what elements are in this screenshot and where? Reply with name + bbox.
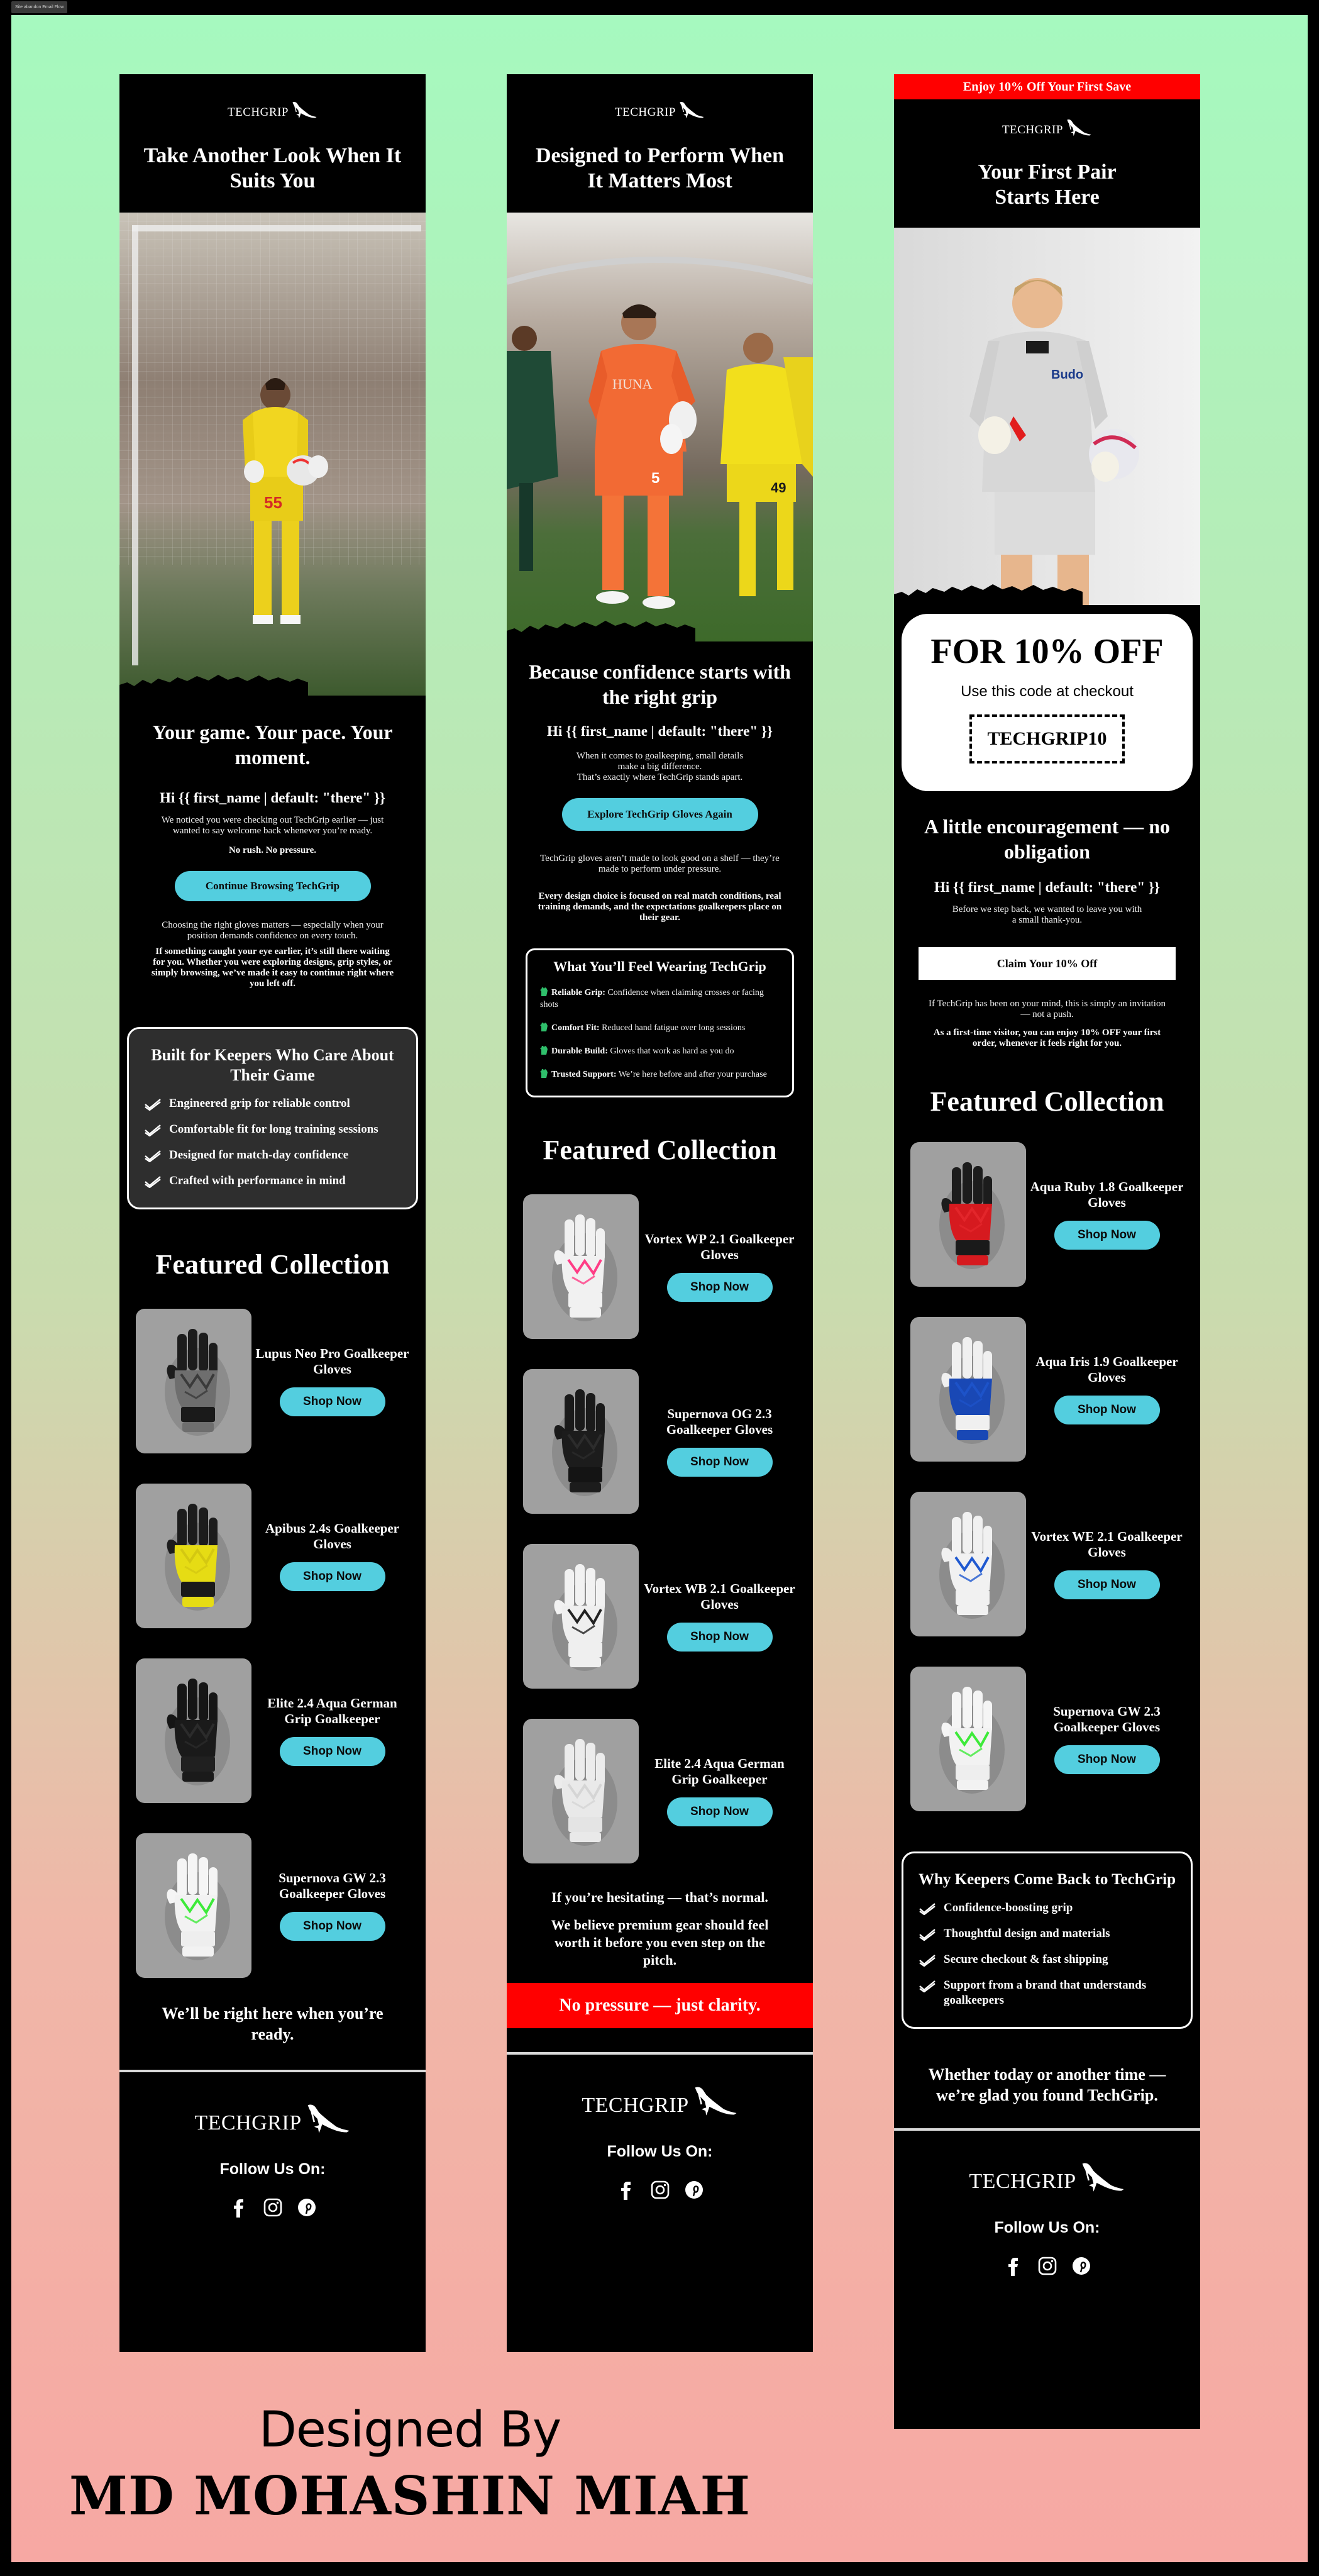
check-icon (919, 1979, 936, 1992)
product-name: Apibus 2.4s Goalkeeper Gloves (265, 1521, 399, 1552)
featured-collection-title: Featured Collection (930, 1086, 1164, 1117)
glove-image (930, 1335, 1006, 1445)
hero-title: Your First Pair Starts Here (978, 160, 1117, 209)
check-icon (144, 1123, 162, 1136)
product-image[interactable] (523, 1719, 639, 1863)
email-footer (507, 2055, 813, 2200)
product-image[interactable] (523, 1194, 639, 1339)
kangaroo-icon (290, 101, 317, 119)
instagram-icon[interactable] (263, 2197, 283, 2218)
product-image[interactable] (136, 1484, 251, 1628)
designer-name: MD MOHASHIN MIAH (69, 2465, 751, 2527)
coupon-subtitle: Use this code at checkout (961, 683, 1134, 700)
brand-logo[interactable] (894, 99, 1200, 137)
feature-item: Designed for match-day confidence (144, 1148, 401, 1163)
featured-collection-title: Featured Collection (155, 1249, 390, 1280)
product-card (894, 1667, 1200, 1811)
glove-image (543, 1387, 619, 1497)
svg-text:Budo: Budo (1051, 368, 1084, 382)
svg-text:HUNA: HUNA (612, 376, 653, 392)
svg-text:49: 49 (771, 480, 786, 496)
social-links (894, 2256, 1200, 2276)
product-name: Aqua Iris 1.9 Goalkeeper Gloves (1035, 1354, 1178, 1385)
product-info (639, 1756, 797, 1826)
product-info (251, 1870, 409, 1941)
feel-item: Reliable Grip: Confidence when claiming crosses or facing shots (540, 988, 764, 1009)
product-card (119, 1309, 426, 1453)
claim-discount-button[interactable]: Claim Your 10% Off (919, 947, 1176, 980)
shop-now-button[interactable]: Shop Now (1054, 1570, 1160, 1599)
svg-text:55: 55 (264, 493, 282, 512)
pinterest-icon[interactable] (684, 2180, 704, 2200)
why-keepers-title: Why Keepers Come Back to TechGrip (919, 1871, 1176, 1888)
kangaroo-icon (1064, 118, 1092, 137)
email-footer (119, 2072, 426, 2218)
logo-text: TECHGRIP (228, 106, 289, 119)
product-card (894, 1492, 1200, 1636)
glove-image (543, 1736, 619, 1846)
facebook-icon[interactable] (1003, 2256, 1024, 2276)
brand-logo[interactable] (507, 74, 813, 119)
product-info (251, 1346, 409, 1416)
social-links (119, 2197, 426, 2218)
instagram-icon[interactable] (1037, 2256, 1057, 2276)
product-card (119, 1484, 426, 1628)
glove-image (156, 1326, 231, 1436)
email-2-performance (507, 74, 813, 2352)
glove-emoji-icon (540, 1069, 548, 1078)
kangaroo-icon (677, 101, 705, 119)
glove-image (156, 1851, 231, 1961)
torn-edge-decoration (507, 617, 695, 641)
shop-now-button[interactable]: Shop Now (1054, 1745, 1160, 1774)
body-paragraph-2: Every design choice is focused on real match conditions, real training demands, and the expectations goalkeepers place on their gear. (538, 891, 782, 923)
product-info (1026, 1704, 1184, 1774)
product-info (251, 1521, 409, 1591)
what-youll-feel-box (526, 948, 794, 1097)
feature-item: Secure checkout & fast shipping (919, 1952, 1176, 1967)
shop-now-button[interactable]: Shop Now (667, 1273, 773, 1302)
product-list (894, 1142, 1200, 1811)
shop-now-button[interactable]: Shop Now (280, 1737, 385, 1766)
product-name: Vortex WP 2.1 Goalkeeper Gloves (644, 1231, 795, 1262)
check-icon (919, 1901, 936, 1915)
coupon-card (902, 614, 1193, 791)
greeting: Hi {{ first_name | default: "there" }} (547, 723, 773, 739)
feature-item: Crafted with performance in mind (144, 1174, 401, 1189)
glove-image (156, 1501, 231, 1611)
facebook-icon[interactable] (229, 2197, 249, 2218)
canvas-label: Site abandon Email Flow (11, 1, 67, 13)
coupon-headline: FOR 10% OFF (930, 632, 1164, 671)
product-list (507, 1194, 813, 1863)
features-box (127, 1027, 418, 1209)
product-image[interactable] (136, 1309, 251, 1453)
product-info (639, 1581, 797, 1652)
torn-edge-decoration (894, 580, 1083, 605)
shop-now-button[interactable]: Shop Now (667, 1448, 773, 1477)
headline: Because confidence starts with the right grip (529, 660, 791, 708)
instagram-icon[interactable] (650, 2180, 670, 2200)
greeting: Hi {{ first_name | default: "there" }} (160, 790, 385, 806)
product-name: Aqua Ruby 1.8 Goalkeeper Gloves (1030, 1179, 1184, 1210)
shop-now-button[interactable]: Shop Now (1054, 1221, 1160, 1250)
body-paragraph-1: If TechGrip has been on your mind, this is simply an invitation — not a push. (929, 999, 1166, 1019)
email-footer (894, 2131, 1200, 2276)
closing-line-2: We believe premium gear should feel worth it before you even step on the pitch. (551, 1917, 769, 1968)
logo-text: TECHGRIP (1002, 123, 1063, 136)
check-icon (919, 1953, 936, 1967)
hero-image-goalkeeper-tunnel (507, 213, 813, 641)
shop-now-button[interactable]: Shop Now (280, 1912, 385, 1941)
product-image[interactable] (910, 1317, 1026, 1462)
product-info (251, 1696, 409, 1766)
feel-item: Durable Build: Gloves that work as hard as you do (540, 1045, 780, 1057)
hero-photo (507, 213, 813, 641)
hero-title: Take Another Look When It Suits You (143, 144, 402, 192)
glove-image (543, 1562, 619, 1672)
product-image[interactable] (136, 1658, 251, 1803)
glove-emoji-icon (540, 1046, 548, 1055)
explore-gloves-button[interactable]: Explore TechGrip Gloves Again (562, 798, 758, 831)
product-image[interactable] (910, 1142, 1026, 1287)
email-3-discount (894, 74, 1200, 2429)
body-paragraph-1: TechGrip gloves aren’t made to look good on a shelf — they’re made to perform under pressure. (540, 853, 780, 874)
intro-text: Before we step back, we wanted to leave you with a small thank-you. (952, 904, 1142, 925)
why-keepers-box (902, 1852, 1193, 2029)
feature-item: Comfortable fit for long training sessions (144, 1122, 401, 1137)
product-card (507, 1194, 813, 1339)
product-info (639, 1231, 797, 1302)
intro-text: We noticed you were checking out TechGrip earlier — just wanted to say welcome back whenever you’re ready. (161, 815, 384, 836)
shop-now-button[interactable]: Shop Now (280, 1562, 385, 1591)
product-name: Vortex WB 2.1 Goalkeeper Gloves (644, 1581, 795, 1612)
body-paragraph-2: If something caught your eye earlier, it’s still there waiting for you. Whether you were exploring designs, grip styles, or simply browsing, we’ve made it easy to continue right where you left off. (151, 947, 394, 989)
product-image[interactable] (910, 1667, 1026, 1811)
glove-emoji-icon (540, 987, 548, 996)
product-name: Supernova GW 2.3 Goalkeeper Gloves (1053, 1704, 1161, 1735)
body-paragraph-2: As a first-time visitor, you can enjoy 10% OFF your first order, whenever it feels right for you. (933, 1028, 1161, 1048)
svg-text:5: 5 (651, 470, 660, 487)
footer-logo[interactable] (507, 2077, 813, 2118)
continue-browsing-button[interactable]: Continue Browsing TechGrip (175, 871, 371, 901)
product-image[interactable] (523, 1544, 639, 1689)
follow-us-label: Follow Us On: (219, 2160, 326, 2178)
footer-logo[interactable] (119, 2095, 426, 2135)
product-card (507, 1719, 813, 1863)
headline: Your game. Your pace. Your moment. (152, 721, 393, 769)
follow-us-label: Follow Us On: (994, 2219, 1100, 2236)
feel-item: Trusted Support: We’re here before and after your purchase (540, 1069, 780, 1080)
feature-item: Thoughtful design and materials (919, 1926, 1176, 1941)
glove-emoji-icon (540, 1023, 548, 1031)
closing-message: We’ll be right here when you’re ready. (162, 2004, 384, 2043)
check-icon (144, 1097, 162, 1111)
product-image[interactable] (910, 1492, 1026, 1636)
featured-collection-title: Featured Collection (543, 1135, 777, 1165)
hero-image-female-goalkeeper (894, 228, 1200, 605)
coupon-code[interactable]: TECHGRIP10 (969, 714, 1124, 763)
glove-image (930, 1509, 1006, 1619)
hero-title: Designed to Perform When It Matters Most (535, 144, 785, 192)
glove-image (156, 1676, 231, 1786)
product-image[interactable] (136, 1833, 251, 1978)
email-1-welcome-back (119, 74, 426, 2352)
pinterest-icon[interactable] (1071, 2256, 1091, 2276)
shop-now-button[interactable]: Shop Now (667, 1797, 773, 1826)
logo-text: TECHGRIP (969, 2170, 1076, 2193)
product-card (894, 1317, 1200, 1462)
product-card (119, 1658, 426, 1803)
glove-image (543, 1212, 619, 1322)
feature-item: Support from a brand that understands goalkeepers (919, 1978, 1176, 2008)
product-name: Supernova OG 2.3 Goalkeeper Gloves (666, 1406, 773, 1437)
product-list (119, 1309, 426, 1978)
feature-item: Engineered grip for reliable control (144, 1096, 401, 1111)
intro-text: When it comes to goalkeeping, small details make a big difference. That’s exactly where TechGrip stands apart. (576, 751, 744, 782)
product-name: Supernova GW 2.3 Goalkeeper Gloves (279, 1870, 386, 1901)
social-links (507, 2180, 813, 2200)
product-card (119, 1833, 426, 1978)
product-info (639, 1406, 797, 1477)
hero-photo (894, 228, 1200, 605)
no-rush-text: No rush. No pressure. (228, 845, 317, 855)
shop-now-button[interactable]: Shop Now (280, 1387, 385, 1416)
kangaroo-icon (1078, 2161, 1125, 2194)
promo-bar: Enjoy 10% Off Your First Save (894, 74, 1200, 99)
glove-image (930, 1160, 1006, 1270)
greeting: Hi {{ first_name | default: "there" }} (934, 879, 1160, 895)
product-name: Lupus Neo Pro Goalkeeper Gloves (255, 1346, 409, 1377)
body-paragraph-1: Choosing the right gloves matters — especially when your position demands confidence on every touch. (162, 920, 384, 941)
brand-logo[interactable] (119, 74, 426, 119)
footer-logo[interactable] (894, 2153, 1200, 2194)
closing-message: Whether today or another time — we’re glad you found TechGrip. (928, 2065, 1166, 2104)
pinterest-icon[interactable] (297, 2197, 317, 2218)
designed-by-label: Designed By (258, 2402, 561, 2458)
kangaroo-icon (690, 2085, 738, 2118)
shop-now-button[interactable]: Shop Now (1054, 1396, 1160, 1424)
product-name: Elite 2.4 Aqua German Grip Goalkeeper (654, 1756, 785, 1787)
hero-image-goalkeeper-yellow (119, 213, 426, 696)
facebook-icon[interactable] (616, 2180, 636, 2200)
logo-text: TECHGRIP (615, 106, 676, 119)
check-icon (144, 1148, 162, 1162)
product-card (894, 1142, 1200, 1287)
no-pressure-banner: No pressure — just clarity. (507, 1983, 813, 2028)
glove-image (930, 1684, 1006, 1794)
check-icon (144, 1174, 162, 1188)
logo-text: TECHGRIP (194, 2111, 302, 2135)
product-image[interactable] (523, 1369, 639, 1514)
kangaroo-icon (303, 2102, 351, 2135)
product-info (1026, 1354, 1184, 1424)
feel-item: Comfort Fit: Reduced hand fatigue over long sessions (540, 1022, 780, 1034)
torn-edge-decoration (119, 671, 308, 696)
product-info (1026, 1529, 1184, 1599)
product-info (1026, 1179, 1184, 1250)
shop-now-button[interactable]: Shop Now (667, 1623, 773, 1652)
presentation-canvas (11, 15, 1308, 2562)
check-icon (919, 1927, 936, 1941)
headline: A little encouragement — no obligation (924, 815, 1171, 863)
feel-box-title: What You’ll Feel Wearing TechGrip (553, 958, 766, 974)
product-card (507, 1544, 813, 1689)
logo-text: TECHGRIP (582, 2094, 689, 2117)
follow-us-label: Follow Us On: (607, 2143, 713, 2160)
features-title: Built for Keepers Who Care About Their Game (151, 1046, 394, 1084)
feature-item: Confidence-boosting grip (919, 1901, 1176, 1916)
hero-photo (119, 213, 426, 696)
closing-line-1: If you’re hesitating — that’s normal. (551, 1889, 768, 1905)
product-name: Elite 2.4 Aqua German Grip Goalkeeper (267, 1696, 397, 1726)
product-card (507, 1369, 813, 1514)
product-name: Vortex WE 2.1 Goalkeeper Gloves (1031, 1529, 1183, 1560)
